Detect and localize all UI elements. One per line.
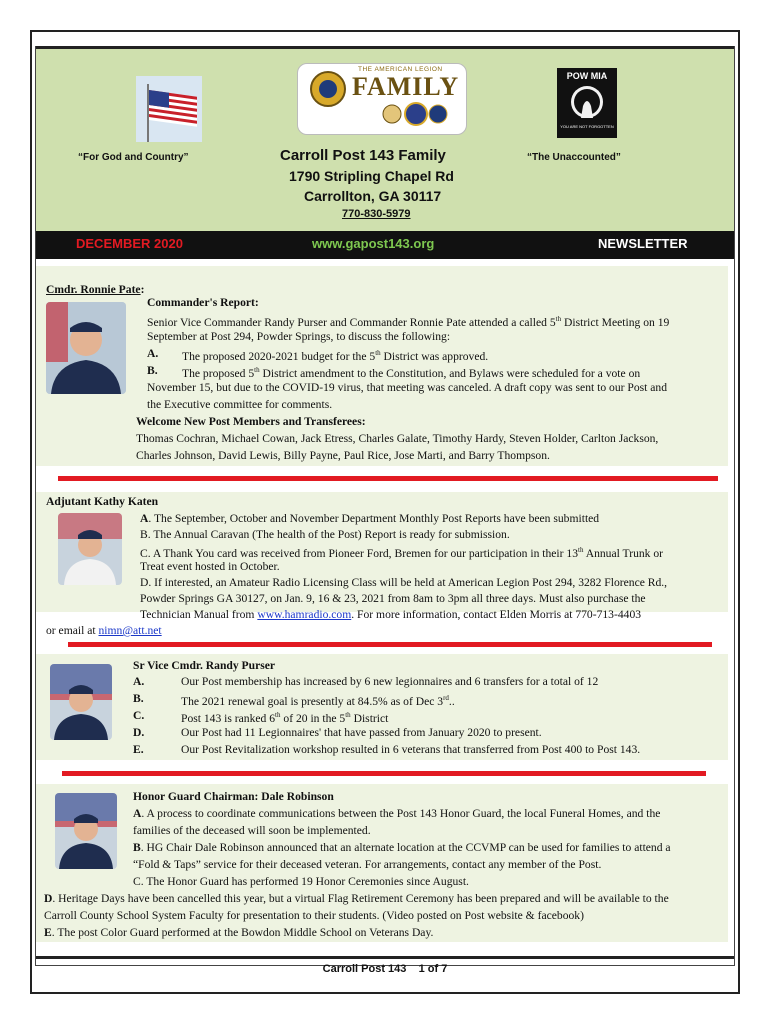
section-divider-2 [68,642,712,647]
sr-vice-b-body: The 2021 renewal goal is presently at 84.5% as of Dec 3 [181,694,444,708]
adjutant-d-pre: Technician Manual from [140,608,258,621]
sr-vice-a-text: Our Post membership has increased by 6 new legionnaires and 6 transfers for a total of 12 [181,675,599,688]
motto-left: “For God and Country” [78,152,189,163]
welcome-title: Welcome New Post Members and Transferees: [136,415,366,428]
post-address-street: 1790 Stripling Chapel Rd [289,168,454,184]
sr-vice-photo [50,664,112,740]
adjutant-item-d-line1: D. If interested, an Amateur Radio Licensing Class will be held at American Legion Post 294, 3282 Florence Rd., [140,576,668,589]
newsletter-date: DECEMBER 2020 [76,236,183,251]
honor-e-text: . The post Color Guard performed at the Bowdon Middle School on Veterans Day. [51,926,434,939]
item-b-body: The proposed 5 [182,366,255,380]
section-divider-3 [62,771,706,776]
commander-portrait-icon [46,302,126,394]
sr-vice-c-body: Post 143 is ranked 6 [181,711,276,725]
item-a-sup: th [375,349,381,357]
commander-heading [46,281,144,298]
newsletter-label: NEWSLETTER [598,236,688,251]
item-b-line2: November 15, but due to the COVID-19 virus, that meeting was canceled. A draft copy was sent to our Post and [147,381,667,394]
honor-a-text: . A process to coordinate communications between the Post 143 Honor Guard, the local Funeral Homes, and the [141,807,661,820]
honor-d-line1 [44,890,669,907]
item-b-label: B. [147,364,158,377]
sr-vice-c-tail: District [350,711,389,725]
sr-vice-e-text: Our Post Revitalization workshop resulted in 6 veterans that transferred from Post 400 to Post 143. [181,743,641,756]
pow-mia-label: POW MIA [566,71,608,81]
welcome-line1: Thomas Cochran, Michael Cowan, Jack Etress, Charles Galate, Timothy Hardy, Steven Holder, Carlton Jackson, [136,432,659,445]
commander-name: Cmdr. Ronnie Pate [46,283,141,296]
adjutant-email-pre: or email at [46,624,99,637]
honor-e-line [44,924,433,941]
post-title: Carroll Post 143 Family [280,147,446,164]
hamradio-link[interactable]: www.hamradio.com [257,608,352,621]
adjutant-email-line [46,622,162,639]
email-link[interactable]: nimn@att.net [98,624,162,637]
item-b-line3: the Executive committee for comments. [147,398,333,411]
adjutant-heading: Adjutant Kathy Katen [46,495,159,508]
logo-wordmark: FAMILY [352,72,460,101]
post-phone [342,208,411,220]
commander-report-title: Commander's Report: [147,296,259,309]
honor-b-line2: “Fold & Taps” service for their deceased veteran. For arrangements, contact any member of the Post. [133,858,602,871]
honor-b-line1 [133,839,671,856]
honor-d-line2: Carroll County School System Faculty for presentation to their students. (Video posted on Post website & facebook) [44,909,584,922]
sr-vice-e-label: E. [133,743,144,756]
sr-vice-d-text: Our Post had 11 Legionnaires' that have passed from January 2020 to present. [181,726,542,739]
footer-text: Carroll Post 143 1 of 7 [322,963,448,975]
honor-guard-heading: Honor Guard Chairman: Dale Robinson [133,790,334,803]
post-phone-number: 770-830-5979 [342,208,411,220]
adjutant-photo [58,513,122,585]
item-b-sup: th [254,366,260,374]
adjutant-item-c-line2: Treat event hosted in October. [140,560,280,573]
honor-a-line1 [133,805,660,822]
pow-mia-flag [557,68,617,138]
page-footer [0,963,770,975]
sr-vice-d-label: D. [133,726,145,739]
report-line1-text: Senior Vice Commander Randy Purser and Commander Ronnie Pate attended a called 5 [147,315,556,329]
honor-e-label: E [44,926,52,939]
adjutant-d-post: . For more information, contact Elden Morris at 770-713-4403 [351,608,642,621]
welcome-line2: Charles Johnson, David Lewis, Billy Payne, Paul Rice, Jose Marti, and Barry Thompson. [136,449,550,462]
sr-vice-c-mid: of 20 in the 5 [280,711,346,725]
honor-a-line2: families of the deceased will soon be implemented. [133,824,371,837]
sr-vice-c-label: C. [133,709,145,722]
header-top-rule [36,46,734,49]
pow-mia-subtext: YOU ARE NOT FORGOTTEN [560,124,614,129]
honor-guard-photo [55,793,117,869]
adjutant-a-label: A [140,512,149,525]
website-label: www.gapost143.org [312,236,435,251]
item-a-body: The proposed 2020-2021 budget for the 5 [182,349,376,363]
adjutant-a-text: . The September, October and November Department Monthly Post Reports have been submitted [148,512,600,525]
report-line1-sup: th [555,315,562,323]
section-divider-1 [58,476,718,481]
adjutant-item-d-line3 [140,606,641,623]
adjutant-c-sup: th [578,546,584,554]
honor-a-label: A [133,807,142,820]
honor-c-line: C. The Honor Guard has performed 19 Honor Ceremonies since August. [133,875,469,888]
honor-guard-portrait-icon [55,793,117,869]
adjutant-item-b: B. The Annual Caravan (The health of the Post) Report is ready for submission. [140,528,510,541]
item-a-tail: District was approved. [380,349,489,363]
sr-vice-c-sup: th [275,711,281,719]
honor-b-label: B [133,841,141,854]
adjutant-c-text: C. A Thank You card was received from Pioneer Ford, Bremen for our participation in their 13 [140,546,578,560]
item-b-tail: District amendment to the Constitution, and Bylaws were scheduled for a vote on [259,366,641,380]
honor-b-text: . HG Chair Dale Robinson announced that an alternate location at the CCVMP can be used for families to attend a [140,841,671,854]
adjutant-portrait-icon [58,513,122,585]
honor-d-label: D [44,892,53,905]
adjutant-c-tail: Annual Trunk or [583,546,664,560]
post-address-city: Carrollton, GA 30117 [304,188,442,204]
sr-vice-c-sup2: th [345,711,351,719]
sr-vice-heading: Sr Vice Cmdr. Randy Purser [133,659,276,672]
sr-vice-portrait-icon [50,664,112,740]
american-flag-icon [136,76,202,142]
item-a-label: A. [147,347,159,360]
logo-tagline: THE AMERICAN LEGION [358,66,443,73]
motto-right: “The Unaccounted” [527,152,621,163]
sr-vice-b-tail: .. [448,694,455,708]
american-legion-family-logo [297,63,467,135]
commander-report-line2: September at Post 294, Powder Springs, to discuss the following: [147,330,451,343]
adjutant-item-d-line2: Powder Springs GA 30127, on Jan. 9, 16 & 23, 2021 from 8am to 3pm all three days. Must also purchase the [140,592,646,605]
sr-vice-b-sup: rd [443,694,449,702]
sr-vice-a-label: A. [133,675,145,688]
footer-rule [36,956,734,959]
adjutant-item-a [140,510,599,527]
commander-photo [46,302,126,394]
commander-colon: : [140,283,145,296]
sr-vice-b-label: B. [133,692,144,705]
honor-d-text: . Heritage Days have been cancelled this year, but a virtual Flag Retirement Ceremony has been prepared and will be available to the [52,892,669,905]
report-line1-tail: District Meeting on 19 [561,315,670,329]
